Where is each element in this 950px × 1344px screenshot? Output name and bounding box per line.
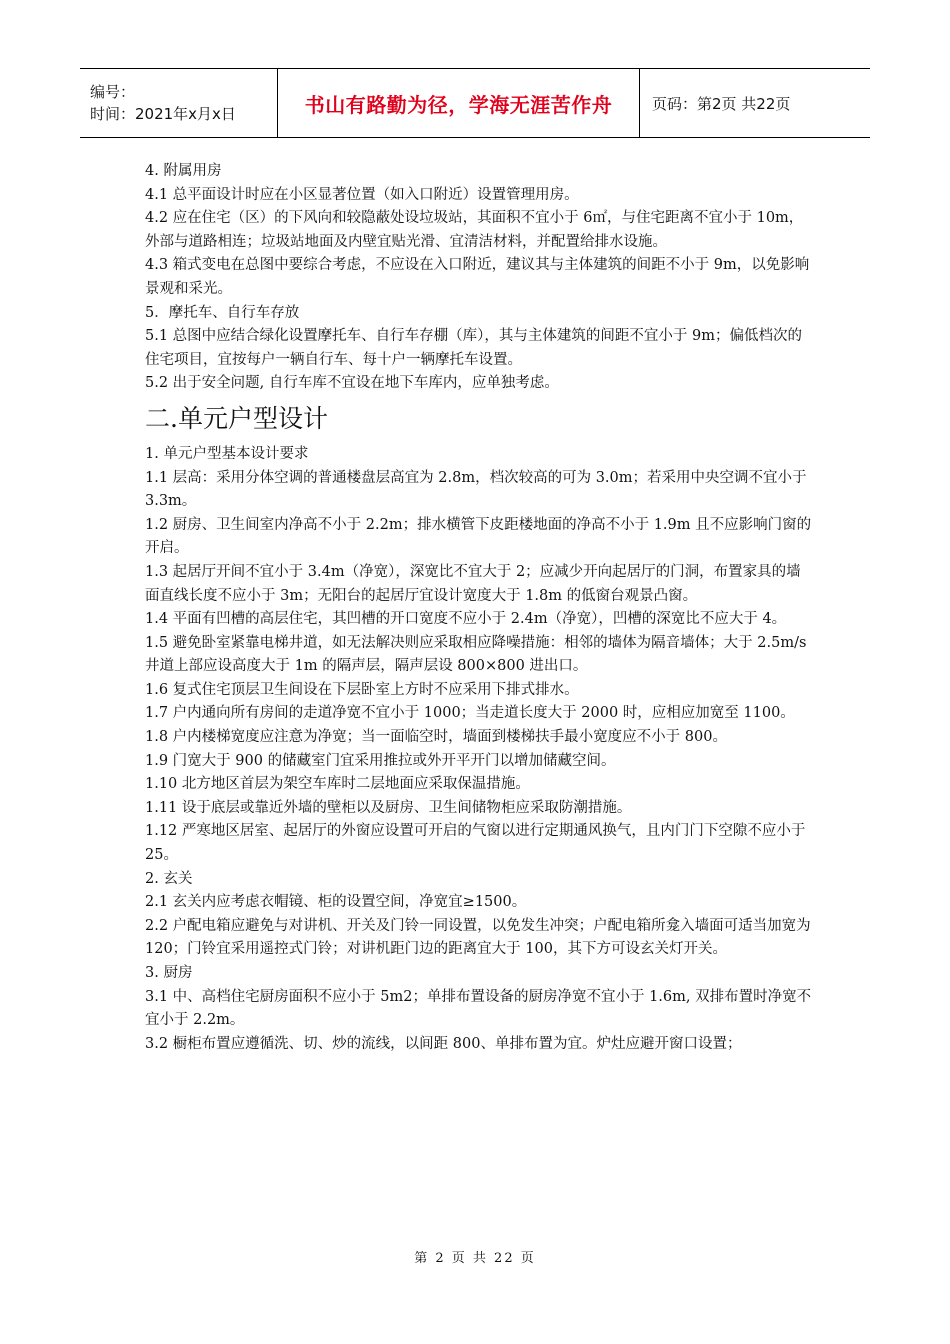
paragraph: 2.2 户配电箱应避免与对讲机、开关及门铃一同设置，以免发生冲突；户配电箱所龛入墙面可适当加宽为 120；门铃宜采用遥控式门铃；对讲机距门边的距离宜大于 100，其下方可设玄关灯开关。 xyxy=(145,917,811,958)
paragraph: 1.8 户内楼梯宽度应注意为净宽；当一面临空时，墙面到楼梯扶手最小宽度应不小于 800。 xyxy=(145,729,727,746)
heading-bike-parking: 5．摩托车、自行车存放 xyxy=(145,304,300,321)
heading-attached-rooms: 4. 附属用房 xyxy=(145,163,222,179)
paragraph: 1.11 设于底层或靠近外墙的壁柜以及厨房、卫生间储物柜应采取防潮措施。 xyxy=(145,799,632,816)
document-date: 时间：2021年x月x日 xyxy=(90,105,236,123)
page-header xyxy=(80,68,870,138)
paragraph: 1.6 复式住宅顶层卫生间设在下层卧室上方时不应采用下排式排水。 xyxy=(145,681,579,698)
paragraph: 2.1 玄关内应考虑衣帽镜、柜的设置空间，净宽宜≥1500。 xyxy=(145,894,527,911)
paragraph: 1.3 起居厅开间不宜小于 3.4m（净宽），深宽比不宜大于 2；应减少开向起居厅的门洞，布置家具的墙面直线长度不应小于 3m；无阳台的起居厅宜设计宽度大于 1.8m 的低窗台观景凸窗。 xyxy=(145,563,801,604)
header-motto: 书山有路勤为径，学海无涯苦作舟 xyxy=(278,69,640,137)
section-title: 二.单元户型设计 xyxy=(145,403,328,433)
paragraph: 3.2 橱柜布置应遵循洗、切、炒的流线，以间距 800、单排布置为宜。炉灶应避开窗口设置； xyxy=(145,1035,742,1052)
paragraph: 4.3 箱式变电在总图中要综合考虑，不应设在入口附近，建议其与主体建筑的间距不小于 9m，以免影响景观和采光。 xyxy=(145,257,810,297)
paragraph: 4.1 总平面设计时应在小区显著位置（如入口附近）设置管理用房。 xyxy=(145,186,579,203)
paragraph: 5.1 总图中应结合绿化设置摩托车、自行车存棚（库），其与主体建筑的间距不宜小于 9m；偏低档次的住宅项目，宜按每户一辆自行车、每十户一辆摩托车设置。 xyxy=(145,328,802,368)
paragraph: 1.9 门宽大于 900 的储藏室门宜采用推拉或外开平开门以增加储藏空间。 xyxy=(145,752,616,769)
paragraph: 1.7 户内通向所有房间的走道净宽不宜小于 1000；当走道长度大于 2000 时，应相应加宽至 1100。 xyxy=(145,705,795,722)
paragraph: 1.10 北方地区首层为架空车库时二层地面应采取保温措施。 xyxy=(145,776,530,793)
header-left-cell xyxy=(80,69,278,137)
heading-unit-requirements: 1. 单元户型基本设计要求 xyxy=(145,445,309,462)
paragraph: 1.2 厨房、卫生间室内净高不小于 2.2m；排水横管下皮距楼地面的净高不小于 1.9m 且不应影响门窗的开启。 xyxy=(145,516,812,557)
paragraph: 4.2 应在住宅（区）的下风向和较隐蔽处设垃圾站，其面积不宜小于 6㎡，与住宅距离不宜小于 10m，外部与道路相连；垃圾站地面及内壁宜贴光滑、宜清洁材料，并配置给排水设施。 xyxy=(145,210,804,250)
header-page-info: 页码：第2页 共22页 xyxy=(652,94,791,113)
heading-entrance: 2. 玄关 xyxy=(145,870,193,887)
paragraph: 5.2 出于安全问题, 自行车库不宜设在地下车库内，应单独考虑。 xyxy=(145,375,559,392)
page-footer: 第 2 页 共 22 页 xyxy=(414,1251,536,1266)
paragraph: 3.1 中、高档住宅厨房面积不应小于 5m2；单排布置设备的厨房净宽不宜小于 1.6m, 双排布置时净宽不宜小于 2.2m。 xyxy=(145,988,812,1029)
paragraph: 1.4 平面有凹槽的高层住宅，其凹槽的开口宽度不应小于 2.4m（净宽），凹槽的深宽比不应大于 4。 xyxy=(145,611,787,628)
paragraph: 1.5 避免卧室紧靠电梯井道，如无法解决则应采取相应降噪措施：相邻的墙体为隔音墙体；大于 2.5m/s 井道上部应设高度大于 1m 的隔声层，隔声层设 800×800 进出口。 xyxy=(145,634,807,675)
paragraph: 1.1 层高：采用分体空调的普通楼盘层高宜为 2.8m，档次较高的可为 3.0m；若采用中央空调不宜小于 3.3m。 xyxy=(145,469,807,510)
heading-kitchen: 3. 厨房 xyxy=(145,965,193,981)
document-number-label: 编号： xyxy=(90,83,136,101)
document-body xyxy=(145,160,813,1056)
paragraph: 1.12 严寒地区居室、起居厅的外窗应设置可开启的气窗以进行定期通风换气，且内门门下空隙不应小于 25。 xyxy=(145,823,806,864)
